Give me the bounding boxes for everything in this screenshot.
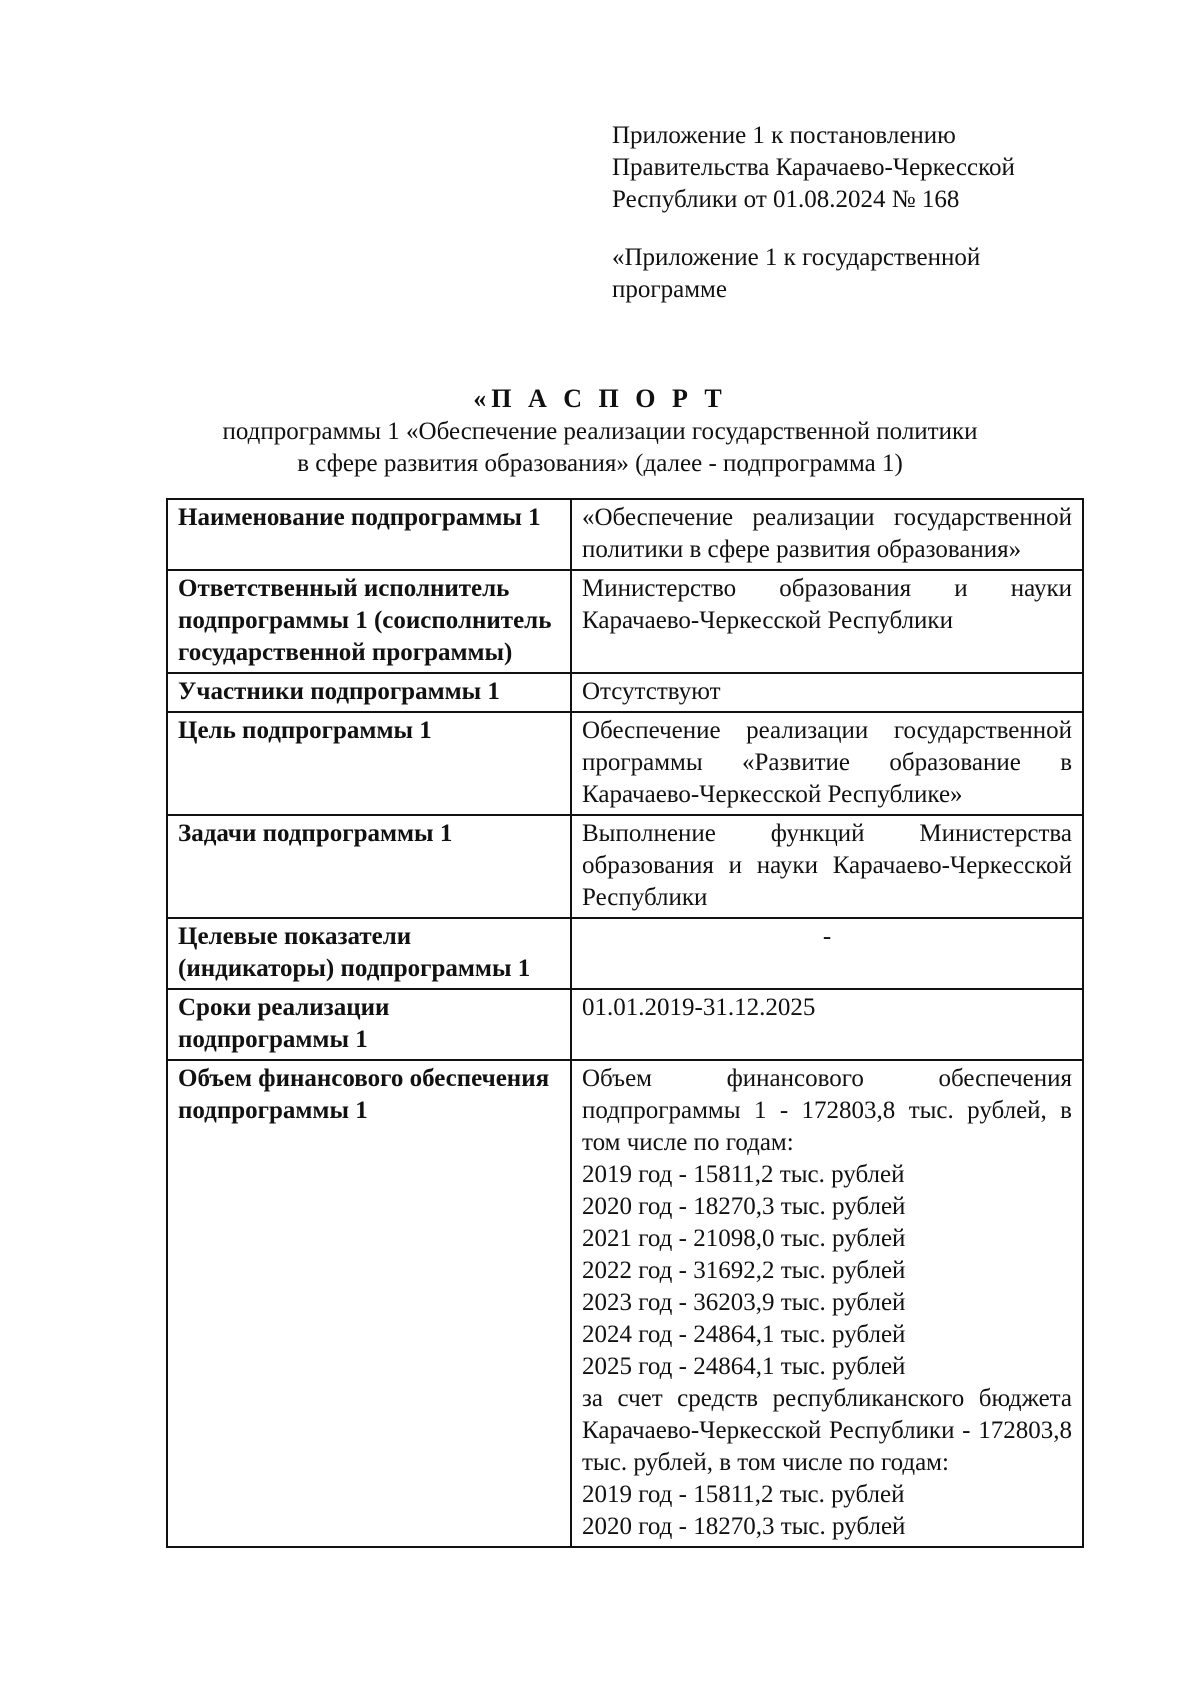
table-row	[167, 1060, 1083, 1547]
funding-year: 2025 год - 24864,1 тыс. рублей	[582, 1353, 906, 1380]
row-value-dash: -	[822, 923, 832, 950]
table-row	[167, 989, 1083, 1060]
row-value: Обеспечение реализации государственной программы «Развитие образование в Карачаево-Черкесской Республике»	[571, 712, 1083, 815]
row-label: Цель подпрограммы 1	[167, 712, 571, 815]
row-label: Наименование подпрограммы 1	[167, 499, 571, 570]
row-value: 01.01.2019-31.12.2025	[571, 989, 1083, 1060]
annex-line: программе	[612, 276, 727, 303]
row-value: Выполнение функций Министерства образования и науки Карачаево-Черкесской Республики	[571, 815, 1083, 918]
budget-year: 2020 год - 18270,3 тыс. рублей	[582, 1513, 906, 1540]
row-value: Министерство образования и науки Карачаево-Черкесской Республики	[571, 570, 1083, 673]
table-row	[167, 673, 1083, 712]
row-label: Сроки реализации подпрограммы 1	[167, 989, 571, 1060]
title-subtitle-line: в сфере развития образования» (далее - подпрограмма 1)	[297, 450, 903, 477]
header-line: Приложение 1 к постановлению	[612, 122, 956, 149]
title-main: «П А С П О Р Т	[473, 384, 727, 413]
header-line: Правительства Карачаево-Черкесской	[612, 154, 1015, 181]
passport-table	[166, 498, 1084, 1548]
funding-cell	[571, 1060, 1083, 1547]
funding-year: 2019 год - 15811,2 тыс. рублей	[582, 1161, 905, 1188]
funding-year: 2021 год - 21098,0 тыс. рублей	[582, 1225, 906, 1252]
budget-intro: за счет средств республиканского бюджета Карачаево-Черкесской Республики - 172803,8 тыс. рублей, в том числе по годам:	[582, 1385, 1072, 1476]
funding-intro: Объем финансового обеспечения подпрограммы 1 - 172803,8 тыс. рублей, в том числе по годам:	[582, 1065, 1072, 1156]
row-label: Задачи подпрограммы 1	[167, 815, 571, 918]
funding-year: 2020 год - 18270,3 тыс. рублей	[582, 1193, 906, 1220]
budget-year: 2019 год - 15811,2 тыс. рублей	[582, 1481, 905, 1508]
title-subtitle-line: подпрограммы 1 «Обеспечение реализации государственной политики	[222, 418, 978, 445]
document-title	[0, 383, 1200, 480]
row-value: Отсутствуют	[571, 673, 1083, 712]
table-row	[167, 918, 1083, 989]
table-row	[167, 712, 1083, 815]
row-label: Целевые показатели (индикаторы) подпрограммы 1	[167, 918, 571, 989]
funding-year: 2023 год - 36203,9 тыс. рублей	[582, 1289, 906, 1316]
row-label: Участники подпрограммы 1	[167, 673, 571, 712]
table-row	[167, 815, 1083, 918]
row-value: «Обеспечение реализации государственной политики в сфере развития образования»	[571, 499, 1083, 570]
table-row	[167, 499, 1083, 570]
funding-year: 2024 год - 24864,1 тыс. рублей	[582, 1321, 906, 1348]
header-line: Республики от 01.08.2024 № 168	[612, 186, 960, 213]
table-row	[167, 570, 1083, 673]
row-label: Объем финансового обеспечения подпрограммы 1	[167, 1060, 571, 1547]
funding-year: 2022 год - 31692,2 тыс. рублей	[582, 1257, 906, 1284]
row-label: Ответственный исполнитель подпрограммы 1 (соисполнитель государственной программы)	[167, 570, 571, 673]
header-spacer	[612, 216, 1132, 242]
row-value-cell	[571, 918, 1083, 989]
annex-line: «Приложение 1 к государственной	[612, 244, 981, 271]
document-header	[612, 120, 1132, 306]
